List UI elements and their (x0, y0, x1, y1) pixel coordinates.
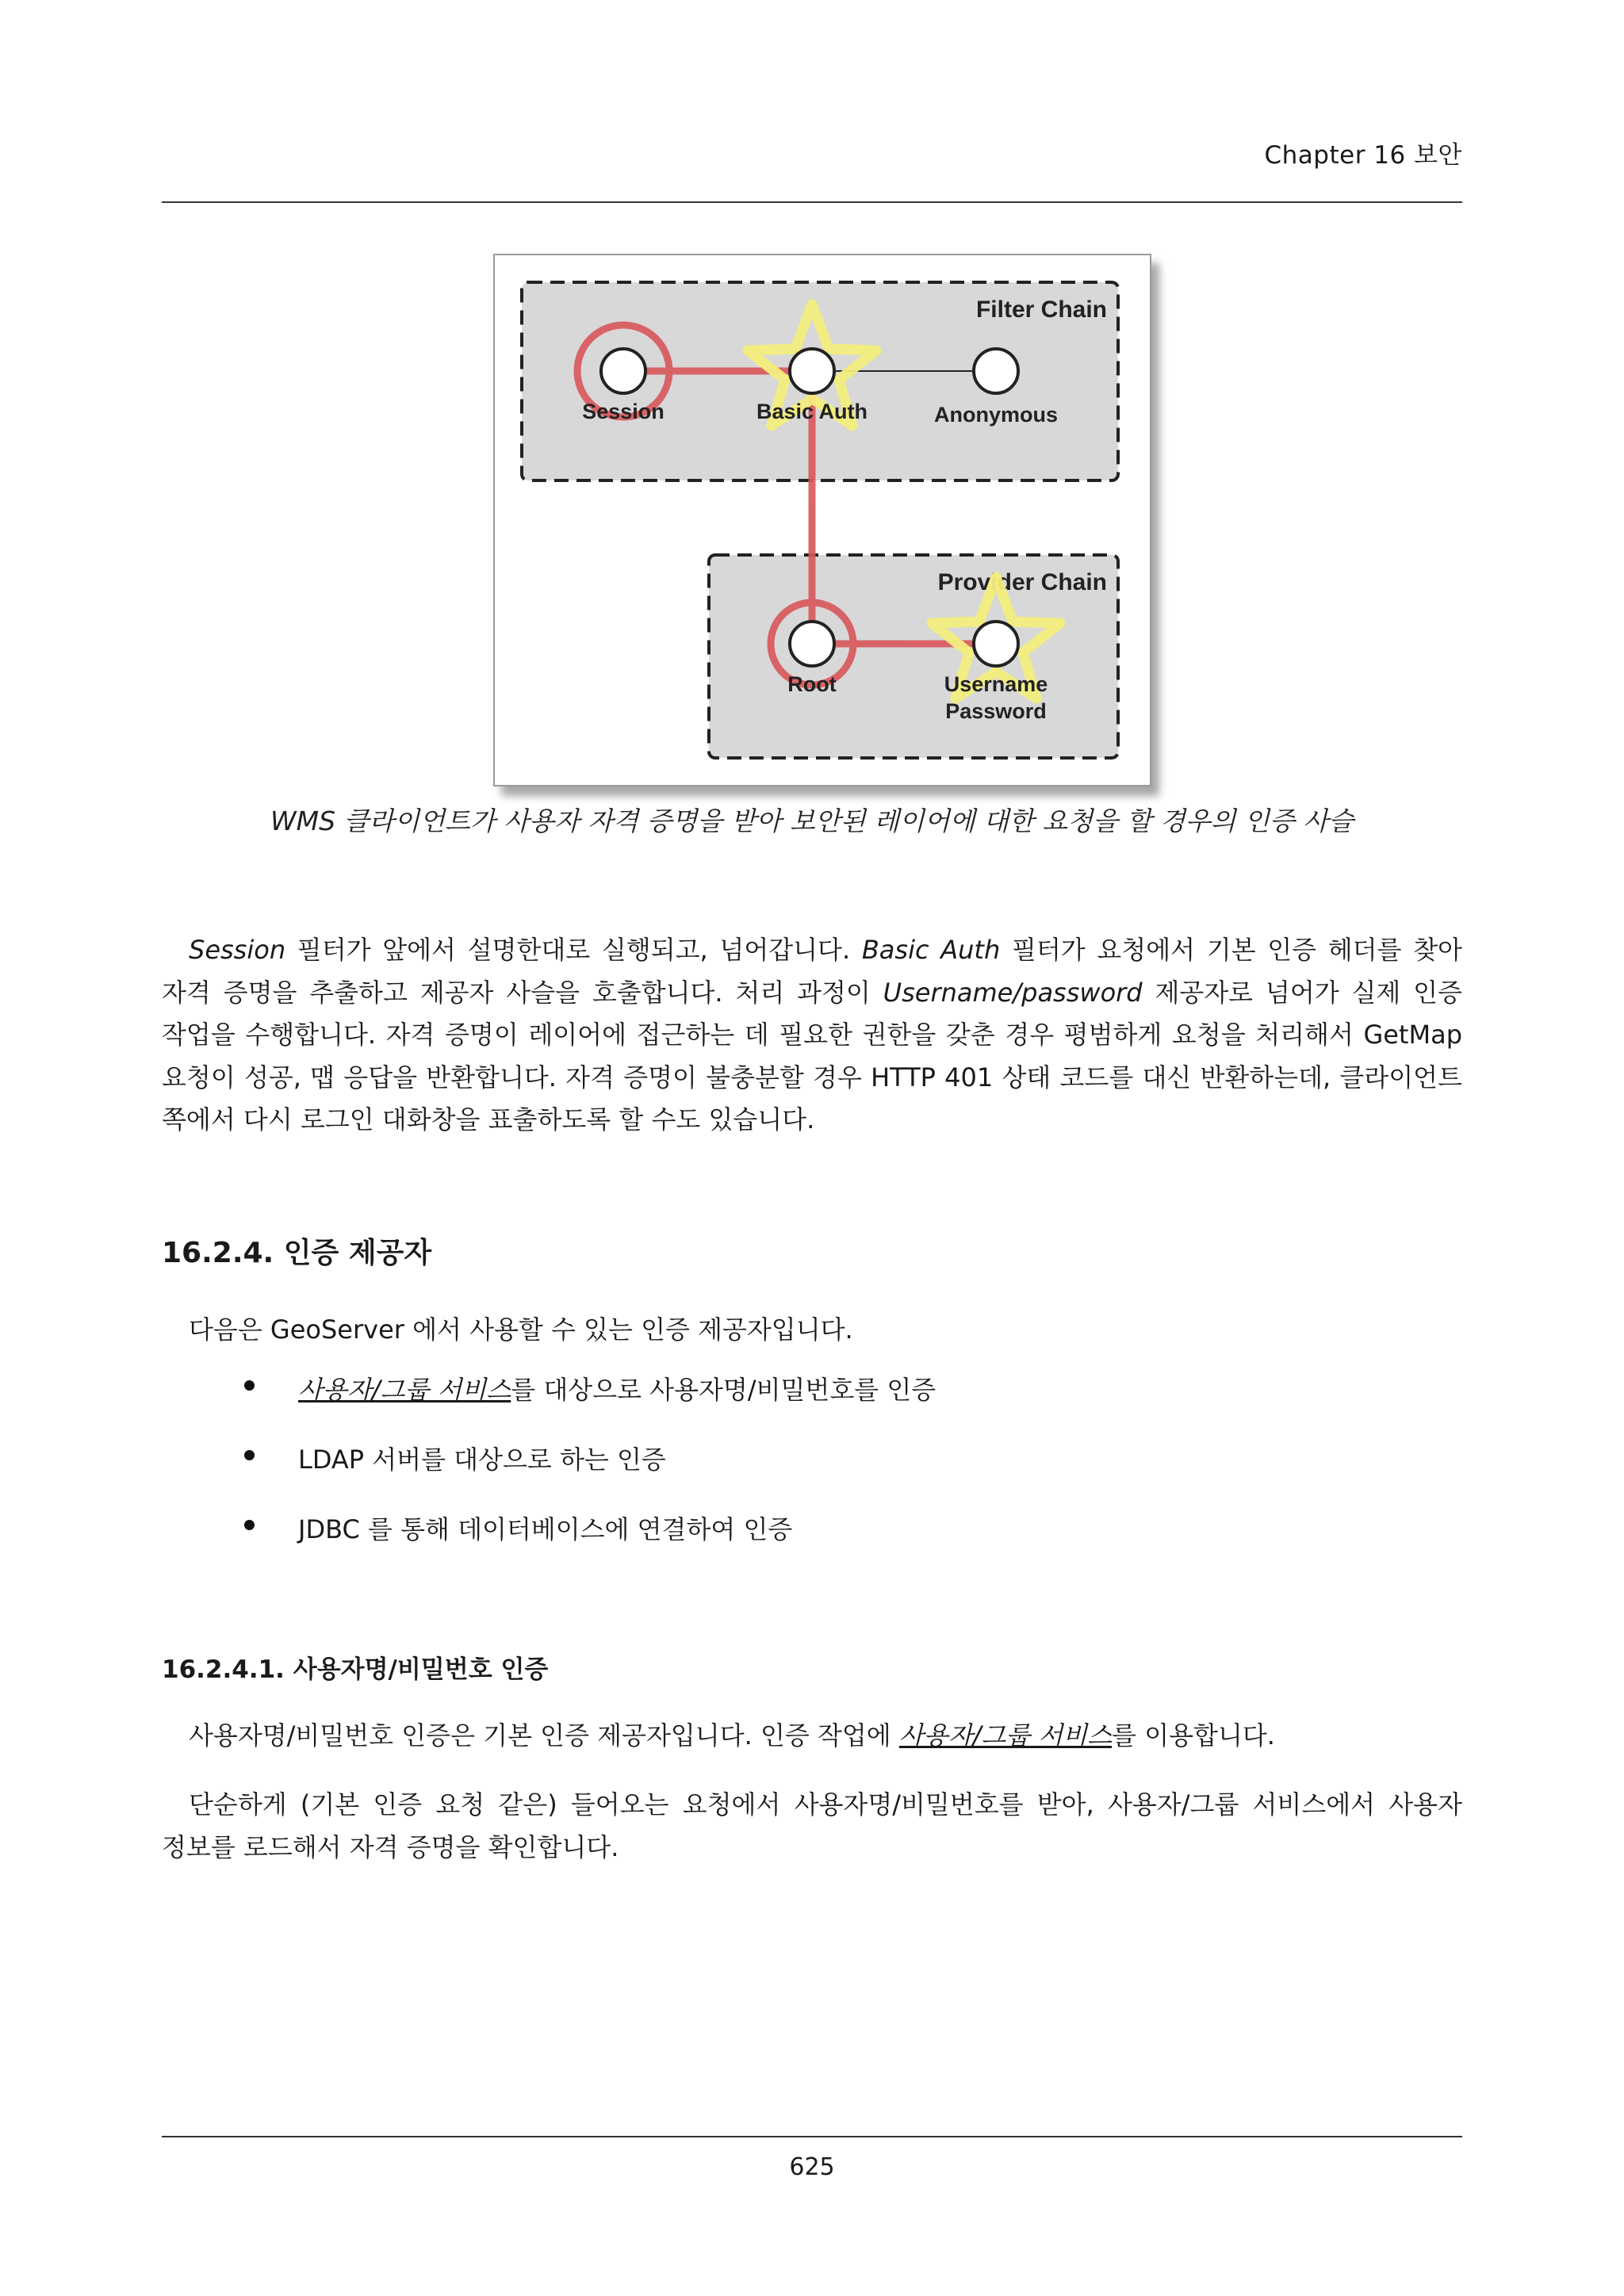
section-number: 16.2.4. (162, 1237, 274, 1269)
page-number: 625 (789, 2153, 835, 2181)
filter-chain-title: Filter Chain (975, 297, 1107, 323)
session-label: Session (582, 400, 665, 423)
username-password-term: Username/password (883, 977, 1143, 1008)
subsection-number: 16.2.4.1. (162, 1655, 285, 1684)
page-header (162, 133, 1462, 203)
list-item: JDBC 를 통해 데이터베이스에 연결하여 인증 (238, 1510, 936, 1579)
provider-chain-title: Provider Chain (937, 569, 1107, 595)
section-heading (162, 1230, 431, 1271)
basic-auth-term: Basic Auth (861, 935, 1001, 965)
basic-auth-label: Basic Auth (756, 400, 868, 423)
chapter-title: Chapter 16 보안 (1264, 141, 1462, 170)
list-item: LDAP 서버를 대상으로 하는 인증 (238, 1440, 936, 1510)
authentication-chain-diagram (495, 255, 1150, 785)
list-item: 사용자/그룹 서비스를 대상으로 사용자명/비밀번호를 인증 (238, 1370, 936, 1440)
root-node (790, 622, 834, 666)
session-term: Session (189, 935, 286, 965)
password-label: Password (945, 699, 1047, 723)
username-password-node (974, 622, 1018, 666)
anonymous-label: Anonymous (933, 403, 1059, 427)
anonymous-node (974, 349, 1018, 393)
subsection-heading (162, 1649, 548, 1685)
user-group-service-link[interactable]: 사용자/그룹 서비스 (898, 1720, 1113, 1751)
section-intro: 다음은 GeoServer 에서 사용할 수 있는 인증 제공자입니다. (189, 1314, 853, 1345)
figure-caption: WMS 클라이언트가 사용자 자격 증명을 받아 보안된 레이어에 대한 요청을 할 경우의 인증 사슬 (270, 806, 1354, 836)
bullet-icon (244, 1450, 255, 1460)
paragraph-authentication-flow: Session 필터가 앞에서 설명한대로 실행되고, 넘어갑니다. Basic Auth 필터가 요청에서 기본 인증 헤더를 찾아 자격 증명을 추출하고 제공자 사슬을 호출합니다. 처리 과정이 Username/password 제공자로 넘어가 실제 인증 작업을 수행합니다. 자격 증명이 레이어에 접근하는 데 필요한 권한을 갖춘 경우 평범하게 요청을 처리해서 GetMap 요청이 성공, 맵 응답을 반환합니다. 자격 증명이 불충분할 경우 HTTP 401 상태 코드를 대신 반환하는데, 클라이언트 쪽에서 다시 로그인 대화창을 표출하도록 할 수도 있습니다. (162, 935, 1463, 1135)
username-label: Username (944, 672, 1048, 696)
authentication-chain-figure (493, 254, 1151, 786)
page-footer (162, 2136, 1462, 2181)
bullet-icon (244, 1380, 255, 1391)
subsection-paragraph-2: 단순하게 (기본 인증 요청 같은) 들어오는 요청에서 사용자명/비밀번호를 받아, 사용자/그룹 서비스에서 사용자 정보를 로드해서 자격 증명을 확인합니다. (162, 1789, 1462, 1862)
bullet-icon (244, 1520, 255, 1530)
provider-list (238, 1370, 936, 1579)
session-node (601, 349, 645, 393)
section-title: 인증 제공자 (283, 1237, 432, 1269)
subsection-paragraph-1: 사용자명/비밀번호 인증은 기본 인증 제공자입니다. 인증 작업에 사용자/그룹 서비스를 이용합니다. (189, 1720, 1275, 1751)
root-label: Root (787, 672, 837, 696)
basic-auth-node (790, 349, 834, 393)
user-group-service-link[interactable]: 사용자/그룹 서비스 (298, 1375, 511, 1405)
subsection-title: 사용자명/비밀번호 인증 (293, 1655, 549, 1684)
